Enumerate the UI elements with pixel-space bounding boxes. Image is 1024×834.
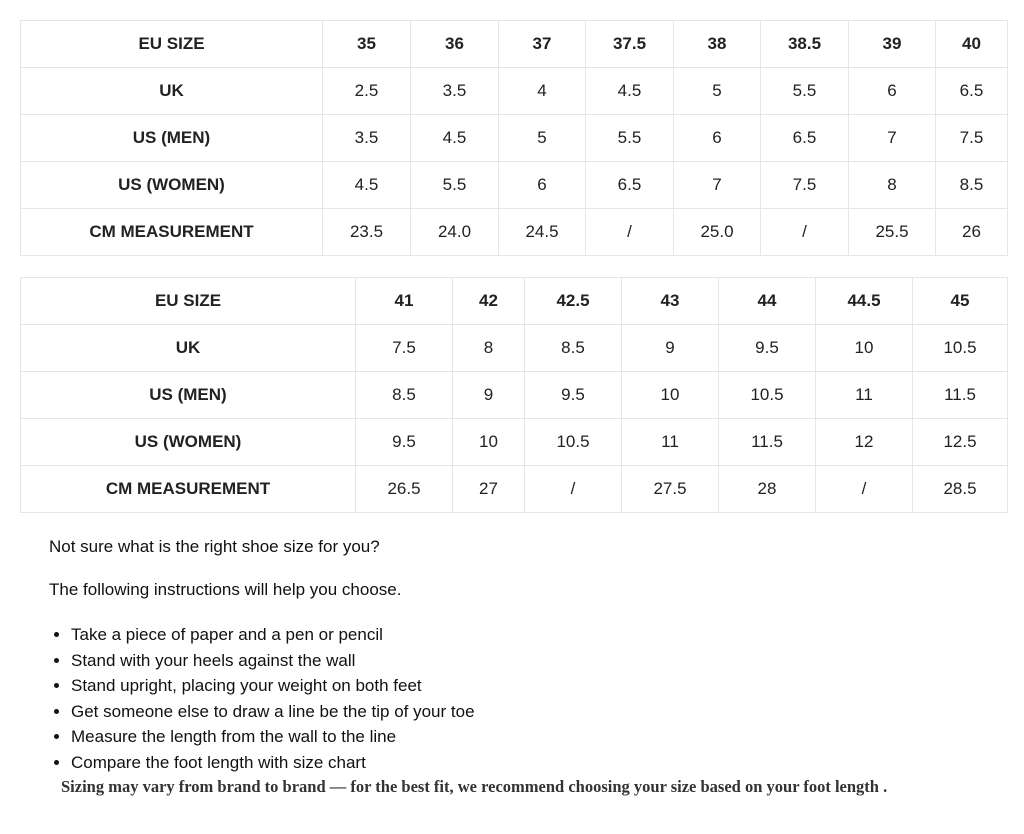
row-label-cell: US (WOMEN) <box>21 419 356 466</box>
size-value-cell: 5.5 <box>411 162 499 209</box>
intro-lead: The following instructions will help you choose. <box>49 580 402 599</box>
eu-size-header-cell: 40 <box>936 21 1008 68</box>
eu-size-header-cell: 37.5 <box>586 21 674 68</box>
size-value-cell: 26 <box>936 209 1008 256</box>
header-row <box>21 21 1008 68</box>
size-value-cell: 27 <box>453 466 525 513</box>
size-value-cell: 11.5 <box>913 372 1008 419</box>
table-row <box>21 419 1008 466</box>
size-value-cell: 24.0 <box>411 209 499 256</box>
instruction-item: • Compare the foot length with size chart <box>71 750 475 776</box>
size-value-cell: 11.5 <box>719 419 816 466</box>
size-value-cell: 10 <box>622 372 719 419</box>
size-value-cell: 9.5 <box>356 419 453 466</box>
size-value-cell: 8.5 <box>356 372 453 419</box>
table-row <box>21 68 1008 115</box>
row-label-cell: US (MEN) <box>21 115 323 162</box>
size-value-cell: 8 <box>453 325 525 372</box>
row-label-cell: US (MEN) <box>21 372 356 419</box>
size-value-cell: 11 <box>816 372 913 419</box>
size-value-cell: 10 <box>453 419 525 466</box>
size-value-cell: 24.5 <box>499 209 586 256</box>
table-row <box>21 466 1008 513</box>
eu-size-header-cell: 38 <box>674 21 761 68</box>
size-value-cell: 12.5 <box>913 419 1008 466</box>
size-value-cell: 9 <box>622 325 719 372</box>
table-row <box>21 372 1008 419</box>
size-value-cell: 8 <box>849 162 936 209</box>
size-value-cell: 3.5 <box>323 115 411 162</box>
size-value-cell: 7 <box>849 115 936 162</box>
size-value-cell: 4.5 <box>411 115 499 162</box>
size-value-cell: 6.5 <box>936 68 1008 115</box>
size-value-cell: 26.5 <box>356 466 453 513</box>
table-row <box>21 115 1008 162</box>
eu-size-header-cell: 44.5 <box>816 278 913 325</box>
size-value-cell: 27.5 <box>622 466 719 513</box>
size-value-cell: 7 <box>674 162 761 209</box>
row-label-cell: US (WOMEN) <box>21 162 323 209</box>
instruction-item: • Stand with your heels against the wall <box>71 648 475 674</box>
row-label-cell: CM MEASUREMENT <box>21 466 356 513</box>
size-value-cell: 9.5 <box>525 372 622 419</box>
eu-size-header-cell: 44 <box>719 278 816 325</box>
size-value-cell: 7.5 <box>356 325 453 372</box>
size-value-cell: 4.5 <box>323 162 411 209</box>
eu-size-header-cell: 38.5 <box>761 21 849 68</box>
sizing-footnote: Sizing may vary from brand to brand — for the best fit, we recommend choosing your size based on your foot length . <box>61 777 888 796</box>
size-chart-table-1 <box>20 20 1008 256</box>
row-label-cell: UK <box>21 68 323 115</box>
eu-size-header-cell: 45 <box>913 278 1008 325</box>
size-value-cell: 10.5 <box>913 325 1008 372</box>
size-value-cell: 8.5 <box>525 325 622 372</box>
eu-size-header-cell: 36 <box>411 21 499 68</box>
size-value-cell: 10 <box>816 325 913 372</box>
size-value-cell: 3.5 <box>411 68 499 115</box>
instruction-item: • Measure the length from the wall to the line <box>71 724 475 750</box>
size-value-cell: 25.0 <box>674 209 761 256</box>
size-value-cell: 12 <box>816 419 913 466</box>
size-value-cell: 7.5 <box>936 115 1008 162</box>
size-value-cell: 9.5 <box>719 325 816 372</box>
table-row <box>21 209 1008 256</box>
eu-size-header-cell: 35 <box>323 21 411 68</box>
instruction-list <box>49 622 475 776</box>
size-chart-table-2 <box>20 277 1008 513</box>
size-value-cell: 2.5 <box>323 68 411 115</box>
eu-size-header-cell: 42.5 <box>525 278 622 325</box>
size-value-cell: 6.5 <box>586 162 674 209</box>
size-value-cell: 28 <box>719 466 816 513</box>
eu-size-header-cell: 43 <box>622 278 719 325</box>
size-value-cell: 28.5 <box>913 466 1008 513</box>
table-row <box>21 325 1008 372</box>
eu-size-header-cell: 41 <box>356 278 453 325</box>
row-label-cell: CM MEASUREMENT <box>21 209 323 256</box>
instruction-item: • Get someone else to draw a line be the tip of your toe <box>71 699 475 725</box>
instruction-item: • Stand upright, placing your weight on both feet <box>71 673 475 699</box>
size-value-cell: 5 <box>499 115 586 162</box>
table-row <box>21 162 1008 209</box>
header-label-cell: EU SIZE <box>21 278 356 325</box>
size-value-cell: 10.5 <box>719 372 816 419</box>
intro-question: Not sure what is the right shoe size for you? <box>49 537 380 556</box>
eu-size-header-cell: 39 <box>849 21 936 68</box>
instruction-item: • Take a piece of paper and a pen or pencil <box>71 622 475 648</box>
size-value-cell: 7.5 <box>761 162 849 209</box>
size-value-cell: 9 <box>453 372 525 419</box>
size-value-cell: 8.5 <box>936 162 1008 209</box>
size-value-cell: 4 <box>499 68 586 115</box>
row-label-cell: UK <box>21 325 356 372</box>
size-value-cell: 23.5 <box>323 209 411 256</box>
header-row <box>21 278 1008 325</box>
size-value-cell: 5.5 <box>761 68 849 115</box>
size-value-cell: 11 <box>622 419 719 466</box>
size-value-cell: / <box>586 209 674 256</box>
size-value-cell: 25.5 <box>849 209 936 256</box>
size-value-cell: 5.5 <box>586 115 674 162</box>
header-label-cell: EU SIZE <box>21 21 323 68</box>
size-value-cell: 5 <box>674 68 761 115</box>
size-value-cell: 4.5 <box>586 68 674 115</box>
size-value-cell: / <box>816 466 913 513</box>
size-value-cell: / <box>761 209 849 256</box>
eu-size-header-cell: 37 <box>499 21 586 68</box>
size-value-cell: 6 <box>849 68 936 115</box>
size-value-cell: 6.5 <box>761 115 849 162</box>
size-value-cell: 6 <box>674 115 761 162</box>
size-value-cell: 10.5 <box>525 419 622 466</box>
eu-size-header-cell: 42 <box>453 278 525 325</box>
size-value-cell: / <box>525 466 622 513</box>
size-value-cell: 6 <box>499 162 586 209</box>
